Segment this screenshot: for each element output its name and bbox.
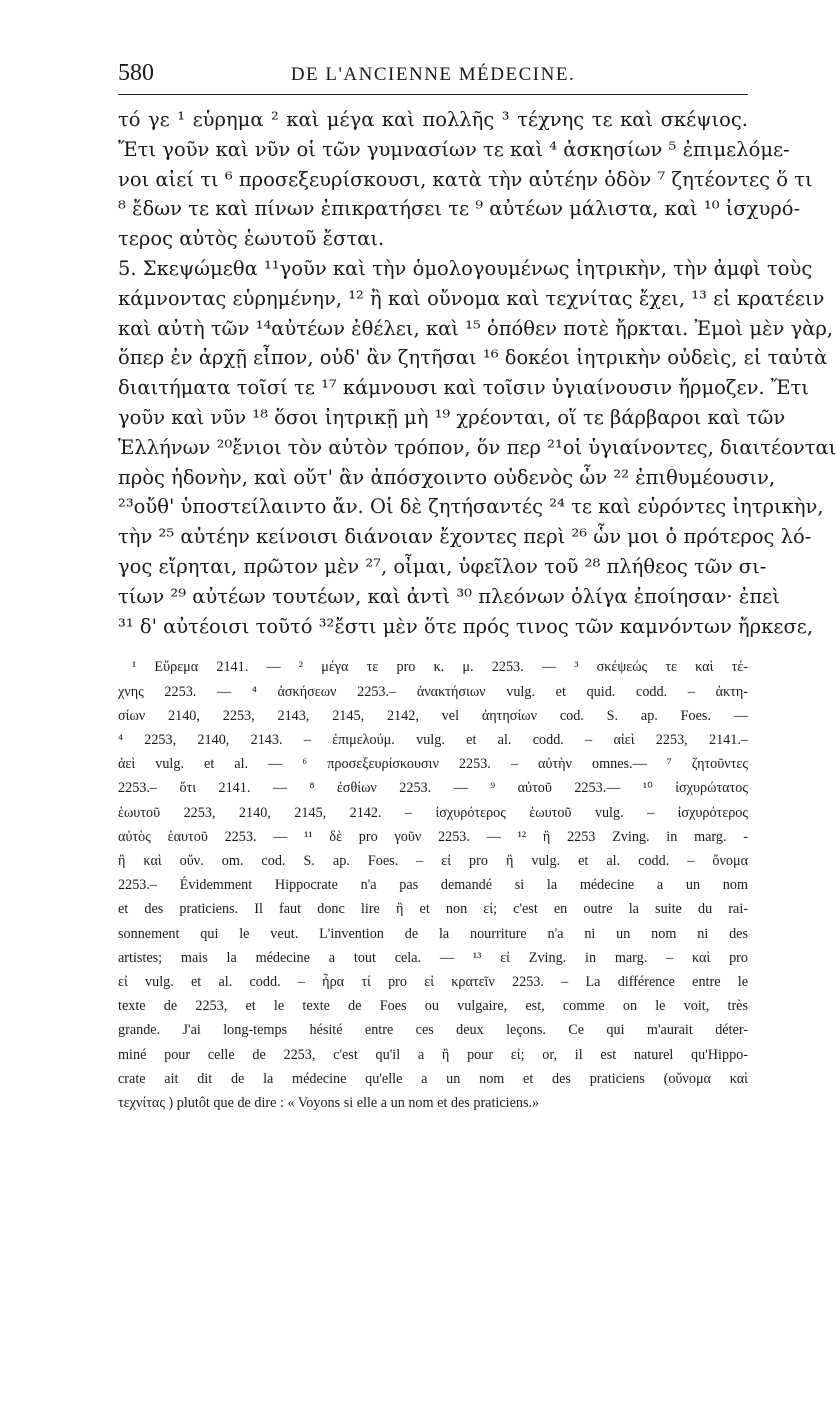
footnote-line: χνης 2253. — ⁴ ἀσκήσεων 2253.– ἀνακτήσιων vulg. et quid. codd. – ἀκτη-: [118, 683, 748, 700]
footnote-line: ⁴ 2253, 2140, 2143. – ἐπιμελούμ. vulg. et al. codd. – αἰεὶ 2253, 2141.–: [118, 731, 748, 748]
text-line: καὶ αὐτὴ τῶν ¹⁴αὐτέων ἐθέλει, καὶ ¹⁵ ὁπόθεν ποτὲ ἤρκται. Ἐμοὶ μὲν γὰρ,: [118, 316, 834, 340]
footnote-line: texte de 2253, et le texte de Foes ou vulgaire, est, comme on le voit, très: [118, 998, 748, 1015]
page: [118, 56, 836, 1396]
footnote-line: ἑωυτοῦ 2253, 2140, 2145, 2142. – ἰσχυρότερος ἑωυτοῦ vulg. – ἰσχυρότερος: [118, 804, 748, 821]
footnote-line: crate ait dit de la médecine qu'elle a un nom et des praticiens (οὔνομα καὶ: [118, 1070, 748, 1087]
footnote-line: sonnement qui le veut. L'invention de la nourriture n'a ni un nom ni des: [118, 925, 748, 942]
text-line: νοι αἰεί τι ⁶ προσεξευρίσκουσι, κατὰ τὴν αὐτέην ὁδὸν ⁷ ζητέοντες ὅ τι: [118, 167, 813, 191]
main-text: [118, 105, 836, 641]
footnotes: [118, 655, 748, 1115]
footnote-line: εἰ vulg. et al. codd. – ἦρα τί pro εἰ κρατεῖν 2253. – La différence entre le: [118, 973, 748, 990]
footnote-line: τεχνίτας ) plutôt que de dire : « Voyons si elle a un nom et des praticiens.»: [118, 1095, 540, 1111]
text-line: ²³οὔθ' ὑποστείλαιντο ἄν. Οἱ δὲ ζητήσαντές ²⁴ τε καὶ εὑρόντες ἰητρικὴν,: [118, 495, 824, 519]
footnote-line: 2253.– ὅτι 2141. — ⁸ ἐσθίων 2253. — ⁹ αὐτοῦ 2253.— ¹⁰ ἰσχυρώτατος: [118, 780, 748, 797]
footnote-line: σίων 2140, 2253, 2143, 2145, 2142, vel ἀητησίων cod. S. ap. Foes. —: [118, 707, 748, 724]
footnote-line: ἢ καὶ οὔν. om. cod. S. ap. Foes. – εἰ pro ἢ vulg. et al. codd. – ὄνομα: [118, 852, 748, 869]
footnote-line: ¹ Εὕρεμα 2141. — ² μέγα τε pro κ. μ. 2253. — ³ σκέψεώς τε καὶ τέ-: [132, 659, 748, 676]
footnote-line: et des praticiens. Il faut donc lire ἢ et non εἰ; c'est en outre la suite du rai-: [118, 901, 748, 918]
text-line: γος εἴρηται, πρῶτον μὲν ²⁷, οἶμαι, ὑφεῖλον τοῦ ²⁸ πλήθεος τῶν σι-: [118, 554, 767, 578]
text-line: Ἑλλήνων ²⁰ἔνιοι τὸν αὐτὸν τρόπον, ὅν περ ²¹οἱ ὑγιαίνοντες, διαιτέονται: [118, 435, 836, 459]
footnote-line: grande. J'ai long-temps hésité entre ces deux leçons. Ce qui m'aurait déter-: [118, 1022, 748, 1039]
running-head: [118, 56, 748, 95]
footnote-line: 2253.– Évidemment Hippocrate n'a pas demandé si la médecine a un nom: [118, 877, 748, 894]
text-line: τὴν ²⁵ αὐτέην κείνοισι διάνοιαν ἔχοντες περὶ ²⁶ ὧν μοι ὁ πρότερος λό-: [118, 525, 812, 549]
text-line: ὅπερ ἐν ἀρχῇ εἶπον, οὐδ' ἂν ζητῆσαι ¹⁶ δοκέοι ἰητρικὴν οὐδεὶς, εἰ ταὐτὰ: [118, 346, 828, 370]
text-line: τερος αὐτὸς ἑωυτοῦ ἔσται.: [118, 227, 385, 251]
text-line: τό γε ¹ εὑρημα ² καὶ μέγα καὶ πολλῆς ³ τέχνης τε καὶ σκέψιος.: [118, 108, 748, 131]
footnote-line: αὐτὸς ἑαυτοῦ 2253. — ¹¹ δὲ pro γοῦν 2253. — ¹² ἢ 2253 Zving. in marg. -: [118, 828, 748, 845]
footnote-line: artistes; mais la médecine a tout cela. — ¹³ εἰ Zving. in marg. – καὶ pro: [118, 949, 748, 966]
text-line: Ἔτι γοῦν καὶ νῦν οἱ τῶν γυμνασίων τε καὶ ⁴ ἀσκησίων ⁵ ἐπιμελόμε-: [118, 137, 790, 161]
text-line: ³¹ δ' αὐτέοισι τοῦτό ³²ἔστι μὲν ὅτε πρός τινος τῶν καμνόντων ἤρκεσε,: [118, 614, 814, 638]
page-number: 580: [118, 60, 154, 86]
text-line: 5. Σκεψώμεθα ¹¹γοῦν καὶ τὴν ὁμολογουμένως ἰητρικὴν, τὴν ἀμφὶ τοὺς: [118, 256, 813, 280]
text-line: διαιτήματα τοῖσί τε ¹⁷ κάμνουσι καὶ τοῖσιν ὑγιαίνουσιν ἤρμοζεν. Ἔτι: [118, 376, 809, 400]
text-line: γοῦν καὶ νῦν ¹⁸ ὅσοι ἰητρικῇ μὴ ¹⁹ χρέονται, οἵ τε βάρβαροι καὶ τῶν: [118, 405, 786, 429]
text-line: ⁸ ἔδων τε καὶ πίνων ἐπικρατήσει τε ⁹ αὐτέων μάλιστα, καὶ ¹⁰ ἰσχυρό-: [118, 197, 801, 221]
text-line: κάμνοντας εὑρημένην, ¹² ἢ καὶ οὔνομα καὶ τεχνίτας ἔχει, ¹³ εἰ κρατέειν: [118, 286, 825, 310]
running-title: DE L'ANCIENNE MÉDECINE.: [290, 64, 576, 85]
text-line: πρὸς ἡδονὴν, καὶ οὔτ' ἂν ἀπόσχοιντο οὐδενὸς ὧν ²² ἐπιθυμέουσιν,: [118, 465, 776, 489]
footnote-line: ἀεὶ vulg. et al. — ⁶ προσεξευρίσκουσιν 2253. – αὐτὴν omnes.— ⁷ ζητοῦντες: [118, 756, 748, 773]
text-line: τίων ²⁹ αὐτέων τουτέων, καὶ ἀντὶ ³⁰ πλεόνων ὀλίγα ἐποίησαν· ἐπεὶ: [118, 584, 780, 608]
footnote-line: miné pour celle de 2253, c'est qu'il a ἢ pour εἰ; or, il est naturel qu'Hippo-: [118, 1046, 748, 1063]
